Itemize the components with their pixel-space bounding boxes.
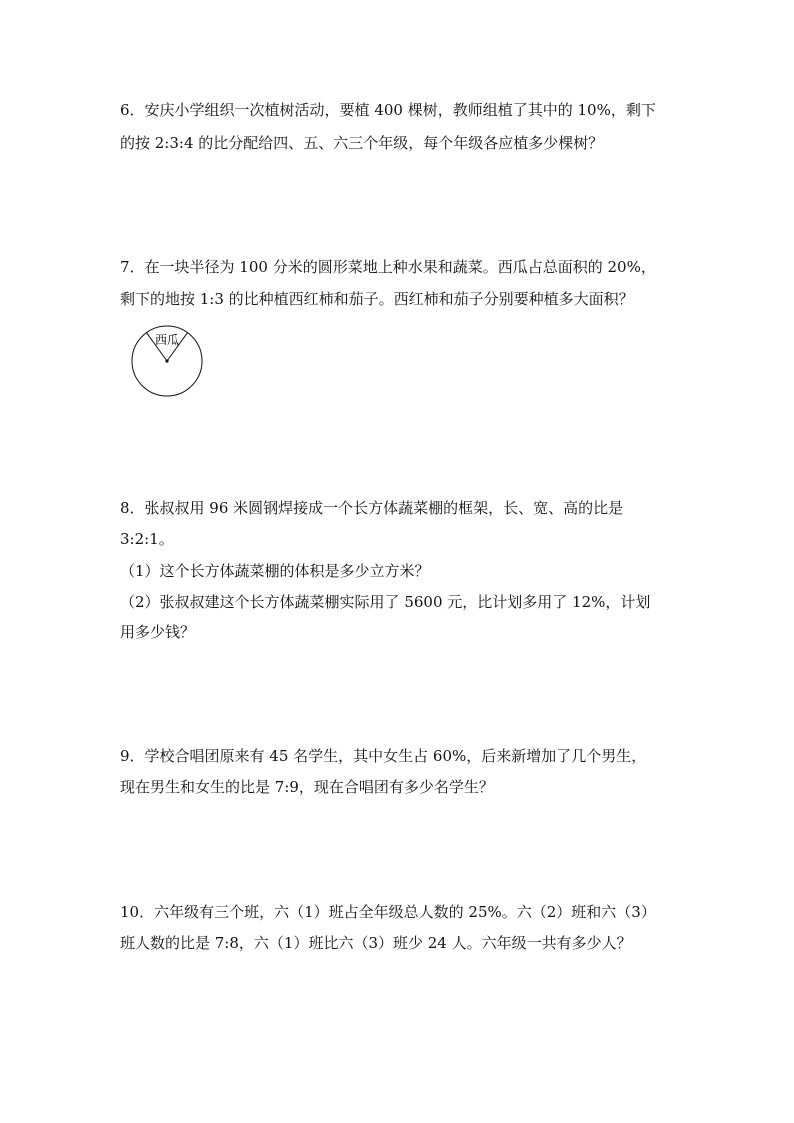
- problem-8-sub-1: （1）这个长方体蔬菜棚的体积是多少立方米？: [120, 562, 430, 580]
- circle-center-dot: [165, 359, 168, 362]
- problem-10-line-1: 10．六年级有三个班，六（1）班占全年级总人数的 25%。六（2）班和六（3）: [120, 903, 656, 921]
- problem-9-line-2: 现在男生和女生的比是 7:9，现在合唱团有多少名学生？: [120, 778, 494, 796]
- problem-8-line-1: 8．张叔叔用 96 米圆钢焊接成一个长方体蔬菜棚的框架，长、宽、高的比是: [120, 499, 624, 517]
- problem-10-line-2: 班人数的比是 7:8，六（1）班比六（3）班少 24 人。六年级一共有多少人？: [120, 934, 632, 952]
- circle-diagram-svg: [128, 322, 206, 400]
- problem-8-line-2: 3:2:1。: [120, 530, 174, 548]
- problem-6-line-2: 的按 2:3:4 的比分配给四、五、六三个年级，每个年级各应植多少棵树？: [120, 134, 604, 152]
- problem-9-line-1: 9．学校合唱团原来有 45 名学生，其中女生占 60%，后来新增加了几个男生，: [120, 747, 647, 765]
- problem-8-sub-2-line-2: 用多少钱？: [120, 623, 196, 641]
- watermelon-sector-label: 西瓜: [154, 333, 180, 347]
- problem-7-line-1: 7．在一块半径为 100 分米的圆形菜地上种水果和蔬菜。西瓜占总面积的 20%，: [120, 258, 656, 276]
- problem-6-line-1: 6．安庆小学组织一次植树活动，要植 400 棵树，教师组植了其中的 10%，剩下: [120, 101, 656, 119]
- problem-7-line-2: 剩下的地按 1:3 的比种植西红柿和茄子。西红柿和茄子分别要种植多大面积？: [120, 290, 634, 308]
- watermelon-circle-diagram: [128, 322, 206, 400]
- problem-8-sub-2-line-1: （2）张叔叔建这个长方体蔬菜棚实际用了 5600 元，比计划多用了 12%，计划: [120, 593, 651, 611]
